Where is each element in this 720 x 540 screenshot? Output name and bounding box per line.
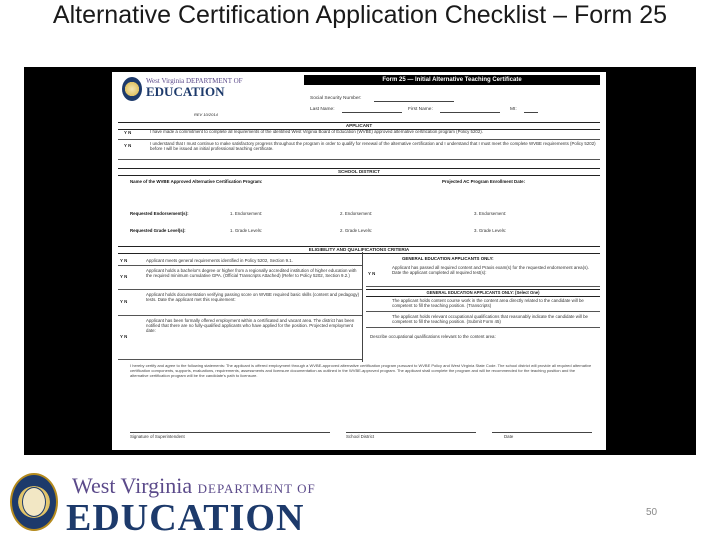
general-ed-row: [366, 263, 600, 287]
eligibility-row: [118, 290, 362, 316]
program-label: Name of the WVBE Approved Alternative Certification Program:: [130, 179, 263, 184]
general-ed-only-row: [366, 312, 600, 328]
eligibility-row: [118, 256, 362, 266]
eligibility-row: [118, 266, 362, 290]
mi-line: [524, 112, 538, 113]
eligibility-row-text: Applicant holds a bachelor's degree or higher from a regionally accredited institution of higher education with the required minimum cumulative GPA. (Official Transcripts Attached) (Refer to Policy 5202, Section 9.2.): [146, 268, 357, 278]
applicant-section-header: APPLICANT: [118, 122, 600, 130]
date-label: Date: [504, 434, 514, 439]
first-name-label: First Name:: [408, 107, 433, 112]
eligibility-row-text: Applicant meets general requirements identified in Policy 5202, Section 9.1.: [146, 258, 293, 263]
footer-dept: DEPARTMENT OF: [197, 481, 316, 496]
general-ed-only-header: GENERAL EDUCATION APPLICANTS ONLY: (Select One): [366, 289, 600, 297]
eligibility-section-header: ELIGIBILITY AND QUALIFICATIONS CRITERIA: [118, 246, 600, 254]
applicant-row-text: I understand that I must continue to make satisfactory progress throughout the program in order to qualify for renewal of the alternative certification and I understand that I must meet the complete WVBE requirements (Policy 5202) before I will be issued an initial professional teaching certificate.: [150, 141, 596, 151]
last-name-line: [342, 112, 402, 113]
district-line: [346, 432, 476, 433]
general-ed-only-row: [366, 296, 600, 312]
form-logo-top: West Virginia DEPARTMENT OF: [146, 77, 243, 85]
general-ed-header: GENERAL EDUCATION APPLICANTS ONLY:: [402, 256, 494, 261]
endorsement-label: Requested Endorsement(s):: [130, 211, 189, 216]
form-25-document: [112, 72, 606, 450]
describe-label: Describe occupational qualifications relevant to the content area:: [370, 334, 496, 339]
district-section-header: SCHOOL DISTRICT: [118, 168, 600, 176]
yes-no-marker: Y N: [120, 299, 128, 304]
last-name-label: Last Name:: [310, 107, 335, 112]
grade-item: 2. Grade Levels:: [340, 228, 373, 233]
signature-label: Signature of Superintendent: [130, 434, 185, 439]
general-ed-only-row-text: The applicant holds content course work in the content area directly related to the candidate will be competent to fill the teaching position. (Transcripts): [392, 298, 584, 308]
endorsement-item: 3. Endorsement:: [474, 211, 507, 216]
enrollment-label: Projected AC Program Enrollment Date:: [442, 179, 526, 184]
general-ed-row-text: Applicant has passed all required content and Praxis exam(s) for the requested endorsement area(s). Date the applicant completed all required test(s):: [392, 265, 589, 275]
grade-item: 1. Grade Levels:: [230, 228, 263, 233]
ssn-label: Social Security Number:: [310, 96, 362, 101]
grade-label: Requested Grade Level(s):: [130, 228, 186, 233]
footer-state: West Virginia: [72, 473, 193, 498]
form-logo-seal: [122, 77, 142, 101]
yes-no-marker: Y N: [368, 271, 376, 276]
yes-no-marker: Y N: [120, 334, 128, 339]
general-ed-only-row-text: The applicant holds relevant occupational qualifications that reasonably indicate the candidate will be competent to fill the teaching position. (Submit Form 45): [392, 314, 588, 324]
form-rev: REV 10/2014: [194, 112, 218, 117]
endorsement-item: 2. Endorsement:: [340, 211, 373, 216]
page-number: 50: [646, 507, 658, 518]
yes-no-marker: Y N: [124, 143, 132, 148]
applicant-row: [118, 140, 600, 160]
applicant-row: [118, 128, 600, 140]
form-logo: [122, 75, 282, 105]
eligibility-divider: [362, 252, 363, 362]
endorsement-item: 1. Endorsement:: [230, 211, 263, 216]
yes-no-marker: Y N: [120, 274, 128, 279]
school-district-label: School District: [346, 434, 375, 439]
first-name-line: [440, 112, 500, 113]
ssn-line: [374, 101, 454, 102]
eligibility-row-text: Applicant holds documentation verifying passing score on WVBE required basic skills (content and pedagogy) tests. Date the applicant met this requirement:: [146, 292, 360, 302]
eligibility-row-text: Applicant has been formally offered employment within a certificated and vacant area. The district has been notified that there are no fully-qualified applicants who have applied for the position. Projected employment date:: [146, 318, 355, 333]
applicant-row-text: I have made a commitment to complete all requirements of the identified West Virginia Board of Education (WVBE) approved alternative certification program (Policy 5202).: [150, 129, 483, 134]
form-header: Form 25 — Initial Alternative Teaching Certificate: [304, 75, 600, 85]
eligibility-row: [118, 316, 362, 360]
mi-label: MI:: [510, 107, 517, 112]
slide-title: Alternative Certification Application Checklist – Form 25: [52, 1, 668, 29]
footer-education-text: EDUCATION: [66, 497, 305, 539]
form-logo-main: EDUCATION: [146, 84, 225, 99]
yes-no-marker: Y N: [124, 130, 132, 135]
grade-item: 3. Grade Levels:: [474, 228, 507, 233]
certify-paragraph: I hereby certify and agree to the following statements: The applicant is offered employment through a WVBE-approved alternative certification program pursuant to WVBE Policy and West Virginia State Code. The school district will provide all required alternative certification components, supports, evaluations, requirements, assessments and licensure documentation as outlined in the WVBE-approved program. The applicant shall complete the program and will be recommended for the teaching position and the alternative certification program will be the candidate's path to licensure.: [130, 363, 592, 378]
yes-no-marker: Y N: [120, 258, 128, 263]
wv-seal-center: [22, 487, 46, 517]
signature-line: [130, 432, 330, 433]
date-line: [492, 432, 592, 433]
